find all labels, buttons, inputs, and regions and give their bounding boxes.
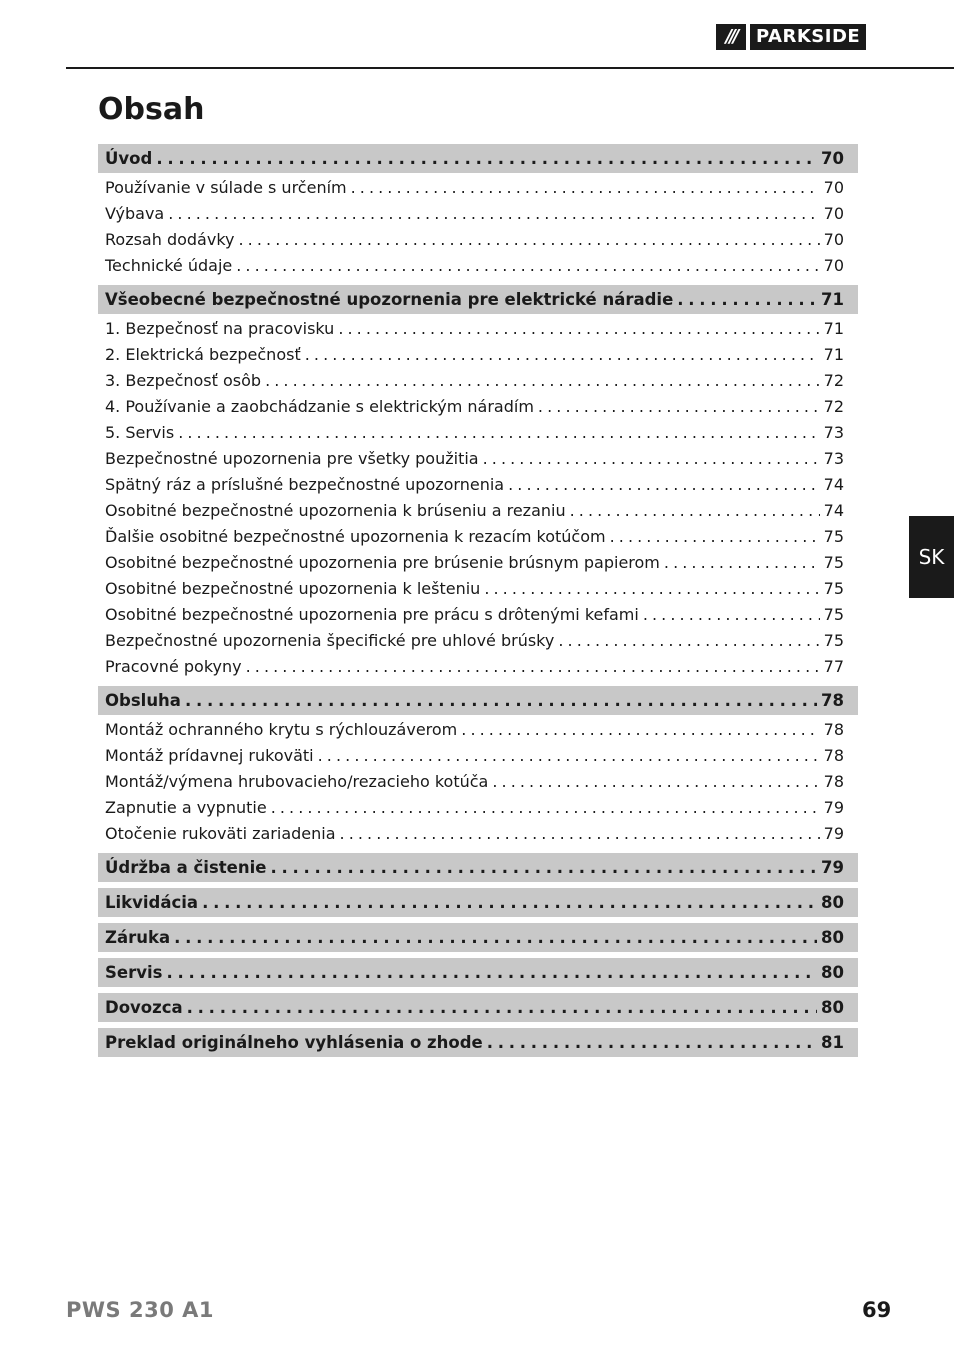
toc-entry-title: Technické údaje — [105, 256, 233, 275]
dot-leader — [492, 769, 819, 795]
toc-section-row[interactable] — [98, 686, 858, 715]
toc-entry-title: Osobitné bezpečnostné upozornenia pre brúsenie brúsnym papierom — [105, 553, 660, 572]
toc-page-number: 72 — [823, 371, 844, 390]
toc-page-number: 75 — [823, 631, 844, 650]
toc-entry-row[interactable] — [98, 628, 858, 654]
toc-entry-row[interactable] — [98, 821, 858, 847]
toc-page-number: 78 — [823, 746, 844, 765]
footer-model: PWS 230 A1 — [66, 1298, 215, 1322]
toc-page-number: 70 — [821, 149, 844, 168]
toc-entry-title: Likvidácia — [105, 893, 199, 912]
toc-entry-title: Servis — [105, 963, 163, 982]
dot-leader — [156, 144, 817, 173]
toc-entry-title: 1. Bezpečnosť na pracovisku — [105, 319, 335, 338]
toc-entry-title: Všeobecné bezpečnostné upozornenia pre elektrické náradie — [105, 290, 674, 309]
toc-entry-title: Záruka — [105, 928, 171, 947]
toc-page-number: 70 — [823, 178, 844, 197]
toc-page-number: 74 — [823, 501, 844, 520]
toc-entry-row[interactable] — [98, 420, 858, 446]
dot-leader — [265, 368, 820, 394]
toc-entry-row[interactable] — [98, 550, 858, 576]
dot-leader — [351, 175, 820, 201]
toc-entry-row[interactable] — [98, 498, 858, 524]
dot-leader — [484, 576, 819, 602]
toc-entry-row[interactable] — [98, 446, 858, 472]
dot-leader — [187, 993, 817, 1022]
dot-leader — [246, 654, 820, 680]
dot-leader — [643, 602, 820, 628]
toc-entry-row[interactable] — [98, 769, 858, 795]
toc-section-row[interactable] — [98, 1028, 858, 1057]
toc-page-number: 73 — [823, 423, 844, 442]
toc-page-number: 73 — [823, 449, 844, 468]
dot-leader — [538, 394, 820, 420]
toc-entry-title: Bezpečnostné upozornenia pre všetky použitia — [105, 449, 479, 468]
dot-leader — [236, 253, 819, 279]
toc-section-row[interactable] — [98, 285, 858, 314]
table-of-contents — [98, 144, 858, 1059]
toc-entry-title: Údržba a čistenie — [105, 858, 267, 877]
toc-section-row[interactable] — [98, 853, 858, 882]
toc-section-row[interactable] — [98, 144, 858, 173]
toc-page-number: 70 — [823, 230, 844, 249]
dot-leader — [168, 201, 819, 227]
toc-page-number: 80 — [821, 963, 844, 982]
toc-entry-title: Osobitné bezpečnostné upozornenia k brúseniu a rezaniu — [105, 501, 566, 520]
toc-entry-title: Zapnutie a vypnutie — [105, 798, 267, 817]
toc-entry-row[interactable] — [98, 368, 858, 394]
toc-entry-row[interactable] — [98, 175, 858, 201]
toc-page-number: 80 — [821, 893, 844, 912]
toc-page-number: 78 — [823, 720, 844, 739]
toc-section-row[interactable] — [98, 958, 858, 987]
toc-page-number: 75 — [823, 605, 844, 624]
dot-leader — [483, 446, 820, 472]
toc-entry-row[interactable] — [98, 654, 858, 680]
toc-entry-title: Pracovné pokyny — [105, 657, 242, 676]
logo-wordmark: PARKSIDE — [750, 24, 866, 50]
dot-leader — [202, 888, 817, 917]
dot-leader — [239, 227, 820, 253]
toc-page-number: 77 — [823, 657, 844, 676]
toc-page-number: 71 — [823, 319, 844, 338]
toc-page-number: 81 — [821, 1033, 844, 1052]
toc-entry-title: Rozsah dodávky — [105, 230, 235, 249]
toc-section-row[interactable] — [98, 923, 858, 952]
toc-entry-title: Dovozca — [105, 998, 183, 1017]
toc-entry-row[interactable] — [98, 717, 858, 743]
toc-entry-title: 5. Servis — [105, 423, 175, 442]
toc-entry-title: 3. Bezpečnosť osôb — [105, 371, 262, 390]
toc-entry-title: 4. Používanie a zaobchádzanie s elektrickým náradím — [105, 397, 534, 416]
toc-entry-title: Obsluha — [105, 691, 181, 710]
dot-leader — [270, 853, 817, 882]
toc-page-number: 78 — [823, 772, 844, 791]
toc-page-number: 80 — [821, 928, 844, 947]
dot-leader — [508, 472, 820, 498]
toc-page-number: 75 — [823, 553, 844, 572]
dot-leader — [570, 498, 820, 524]
dot-leader — [271, 795, 820, 821]
toc-page-number: 79 — [823, 824, 844, 843]
toc-entry-title: Ďalšie osobitné bezpečnostné upozornenia k rezacím kotúčom — [105, 527, 606, 546]
dot-leader — [338, 316, 819, 342]
dot-leader — [677, 285, 817, 314]
toc-entry-title: Výbava — [105, 204, 165, 223]
logo-slashes: /// — [716, 24, 746, 50]
toc-page-number: 80 — [821, 998, 844, 1017]
page-title: Obsah — [98, 92, 205, 127]
toc-entry-title: Osobitné bezpečnostné upozornenia k lešteniu — [105, 579, 481, 598]
toc-entry-row[interactable] — [98, 227, 858, 253]
toc-page-number: 71 — [823, 345, 844, 364]
toc-page-number: 74 — [823, 475, 844, 494]
toc-entry-title: Otočenie rukoväti zariadenia — [105, 824, 336, 843]
toc-page-number: 70 — [823, 204, 844, 223]
toc-entry-title: Osobitné bezpečnostné upozornenia pre prácu s drôtenými kefami — [105, 605, 639, 624]
toc-entry-title: Spätný ráz a príslušné bezpečnostné upozornenia — [105, 475, 505, 494]
toc-page-number: 72 — [823, 397, 844, 416]
toc-entry-title: Bezpečnostné upozornenia špecifické pre uhlové brúsky — [105, 631, 555, 650]
toc-entry-title: Preklad originálneho vyhlásenia o zhode — [105, 1033, 483, 1052]
dot-leader — [558, 628, 819, 654]
toc-entry-row[interactable] — [98, 472, 858, 498]
toc-page-number: 75 — [823, 527, 844, 546]
toc-entry-title: Montáž/výmena hrubovacieho/rezacieho kotúča — [105, 772, 489, 791]
header-rule — [66, 67, 954, 69]
toc-entry-row[interactable] — [98, 201, 858, 227]
toc-entry-row[interactable] — [98, 576, 858, 602]
toc-section-row[interactable] — [98, 993, 858, 1022]
toc-page-number: 75 — [823, 579, 844, 598]
toc-section-row[interactable] — [98, 888, 858, 917]
dot-leader — [487, 1028, 817, 1057]
toc-entry-title: Používanie v súlade s určením — [105, 178, 347, 197]
toc-entry-row[interactable] — [98, 602, 858, 628]
toc-entry-row[interactable] — [98, 342, 858, 368]
language-tab: SK — [909, 516, 954, 598]
toc-page-number: 79 — [823, 798, 844, 817]
footer-page-number: 69 — [862, 1298, 892, 1322]
toc-page-number: 70 — [823, 256, 844, 275]
toc-entry-title: 2. Elektrická bezpečnosť — [105, 345, 301, 364]
dot-leader — [185, 686, 817, 715]
toc-entry-row[interactable] — [98, 524, 858, 550]
toc-page-number: 79 — [821, 858, 844, 877]
toc-entry-row[interactable] — [98, 795, 858, 821]
dot-leader — [340, 821, 820, 847]
toc-entry-row[interactable] — [98, 253, 858, 279]
toc-entry-row[interactable] — [98, 316, 858, 342]
dot-leader — [664, 550, 820, 576]
toc-entry-row[interactable] — [98, 394, 858, 420]
dot-leader — [178, 420, 819, 446]
dot-leader — [318, 743, 820, 769]
toc-page-number: 71 — [821, 290, 844, 309]
dot-leader — [166, 958, 817, 987]
dot-leader — [174, 923, 817, 952]
toc-entry-title: Montáž prídavnej rukoväti — [105, 746, 314, 765]
dot-leader — [461, 717, 819, 743]
toc-entry-title: Montáž ochranného krytu s rýchlouzáverom — [105, 720, 458, 739]
dot-leader — [610, 524, 820, 550]
toc-entry-row[interactable] — [98, 743, 858, 769]
parkside-logo — [716, 24, 866, 50]
toc-entry-title: Úvod — [105, 149, 153, 168]
toc-page-number: 78 — [821, 691, 844, 710]
dot-leader — [305, 342, 820, 368]
